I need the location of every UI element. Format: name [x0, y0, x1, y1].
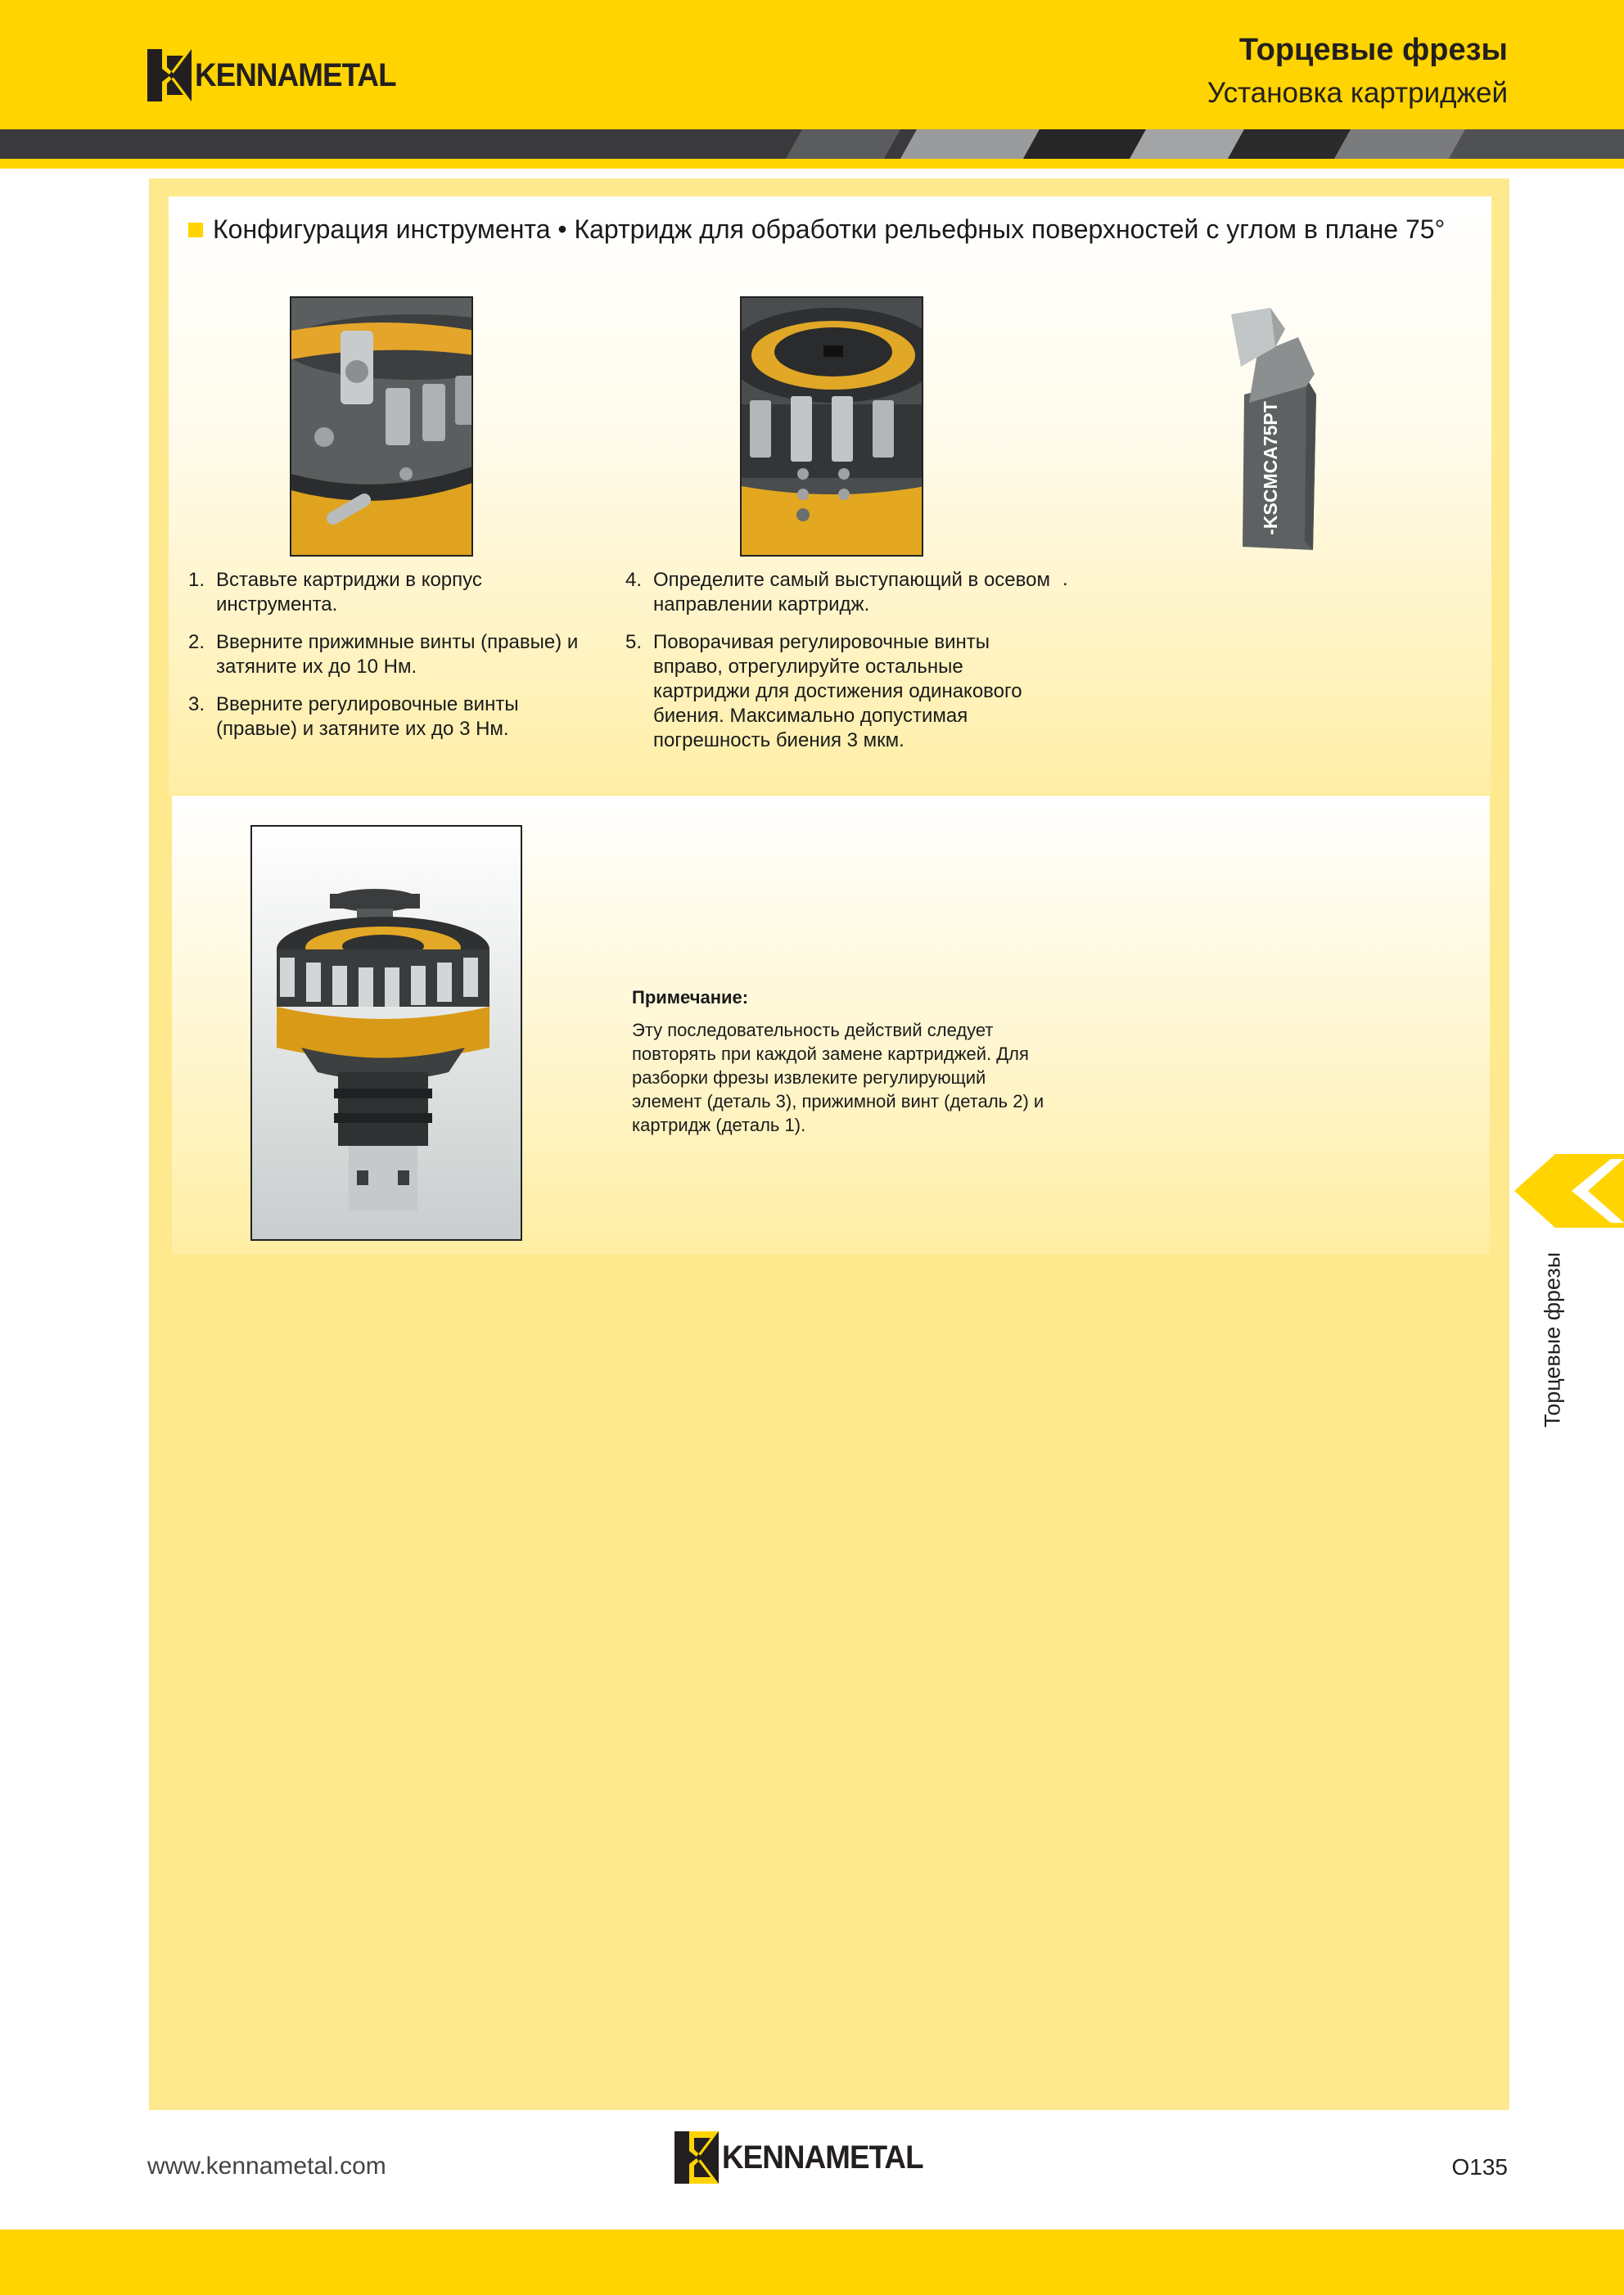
- cartridge-illustration: [1225, 304, 1326, 558]
- step-number: 2.: [188, 631, 205, 653]
- cartridge-image: [1225, 304, 1326, 558]
- note-heading: Примечание:: [632, 987, 749, 1008]
- cartridge-code-label: -KSCMCA75PT: [1260, 401, 1281, 535]
- steps-list-right: [625, 568, 1051, 766]
- section-title: Конфигурация инструмента • Картридж для обработки рельефных поверхностей с углом в плане 75°: [213, 214, 1446, 244]
- step-text: Поворачивая регулировочные винты вправо, отрегулируйте остальные картриджи для достижения одинакового биения. Максимально допустимая погрешность биения 3 мкм.: [653, 631, 1022, 751]
- step-item: [188, 568, 589, 617]
- footer-url-link[interactable]: www.kennametal.com: [147, 2153, 386, 2180]
- side-tab-chevron-icon[interactable]: [1514, 1154, 1624, 1228]
- header-stripe: [0, 129, 1624, 159]
- logo-wordmark: KENNAMETAL: [722, 2139, 923, 2176]
- cartridge-adjustment-photo: [740, 296, 923, 557]
- side-tab-label[interactable]: [1534, 1251, 1572, 1428]
- footer-band: [0, 2230, 1624, 2295]
- step-number: 1.: [188, 569, 205, 591]
- footer-kennametal-logo[interactable]: [674, 2131, 941, 2184]
- step-number: 5.: [625, 631, 643, 653]
- step-item: [625, 630, 1051, 753]
- step-item: [625, 568, 1051, 617]
- page-title: Торцевые фрезы: [1238, 33, 1508, 67]
- logo-wordmark: KENNAMETAL: [195, 56, 396, 93]
- step-number: 4.: [625, 569, 643, 591]
- step-item: [188, 630, 589, 679]
- assembled-cutter-image: [252, 827, 522, 1241]
- header-underline: [0, 159, 1624, 169]
- step-text: Определите самый выступающий в осевом направлении картридж.: [653, 569, 1050, 615]
- section-heading: [188, 214, 1445, 245]
- side-tab-text: Торцевые фрезы: [1540, 1251, 1565, 1428]
- steps-list-left: [188, 568, 589, 755]
- step-number: 3.: [188, 693, 205, 715]
- kennametal-k-icon: [674, 2131, 719, 2184]
- kennametal-logo[interactable]: [147, 49, 413, 101]
- milling-cutter-closeup-image: [291, 298, 473, 557]
- cartridge-insertion-photo: [290, 296, 473, 557]
- assembly-photo: [250, 825, 522, 1241]
- cutter-body-image: [742, 298, 923, 557]
- step-text: Вверните регулировочные винты (правые) и затяните их до 3 Нм.: [216, 693, 519, 740]
- page-number: O135: [1451, 2154, 1508, 2180]
- header-band: [0, 0, 1624, 129]
- step-text: Вставьте картриджи в корпус инструмента.: [216, 569, 482, 615]
- step-text: Вверните прижимные винты (правые) и затяните их до 10 Нм.: [216, 631, 579, 678]
- note-text: Эту последовательность действий следует повторять при каждой замене картриджей. Для разборки фрезы извлеките регулирующий элемент (деталь 3), прижимной винт (деталь 2) и картридж (деталь 1).: [632, 1020, 1044, 1135]
- step-item: [188, 692, 589, 742]
- bullet-square-icon: [188, 223, 203, 237]
- kennametal-k-icon: [147, 49, 192, 101]
- stray-period: .: [1062, 568, 1068, 590]
- page-subtitle: Установка картриджей: [1207, 77, 1508, 109]
